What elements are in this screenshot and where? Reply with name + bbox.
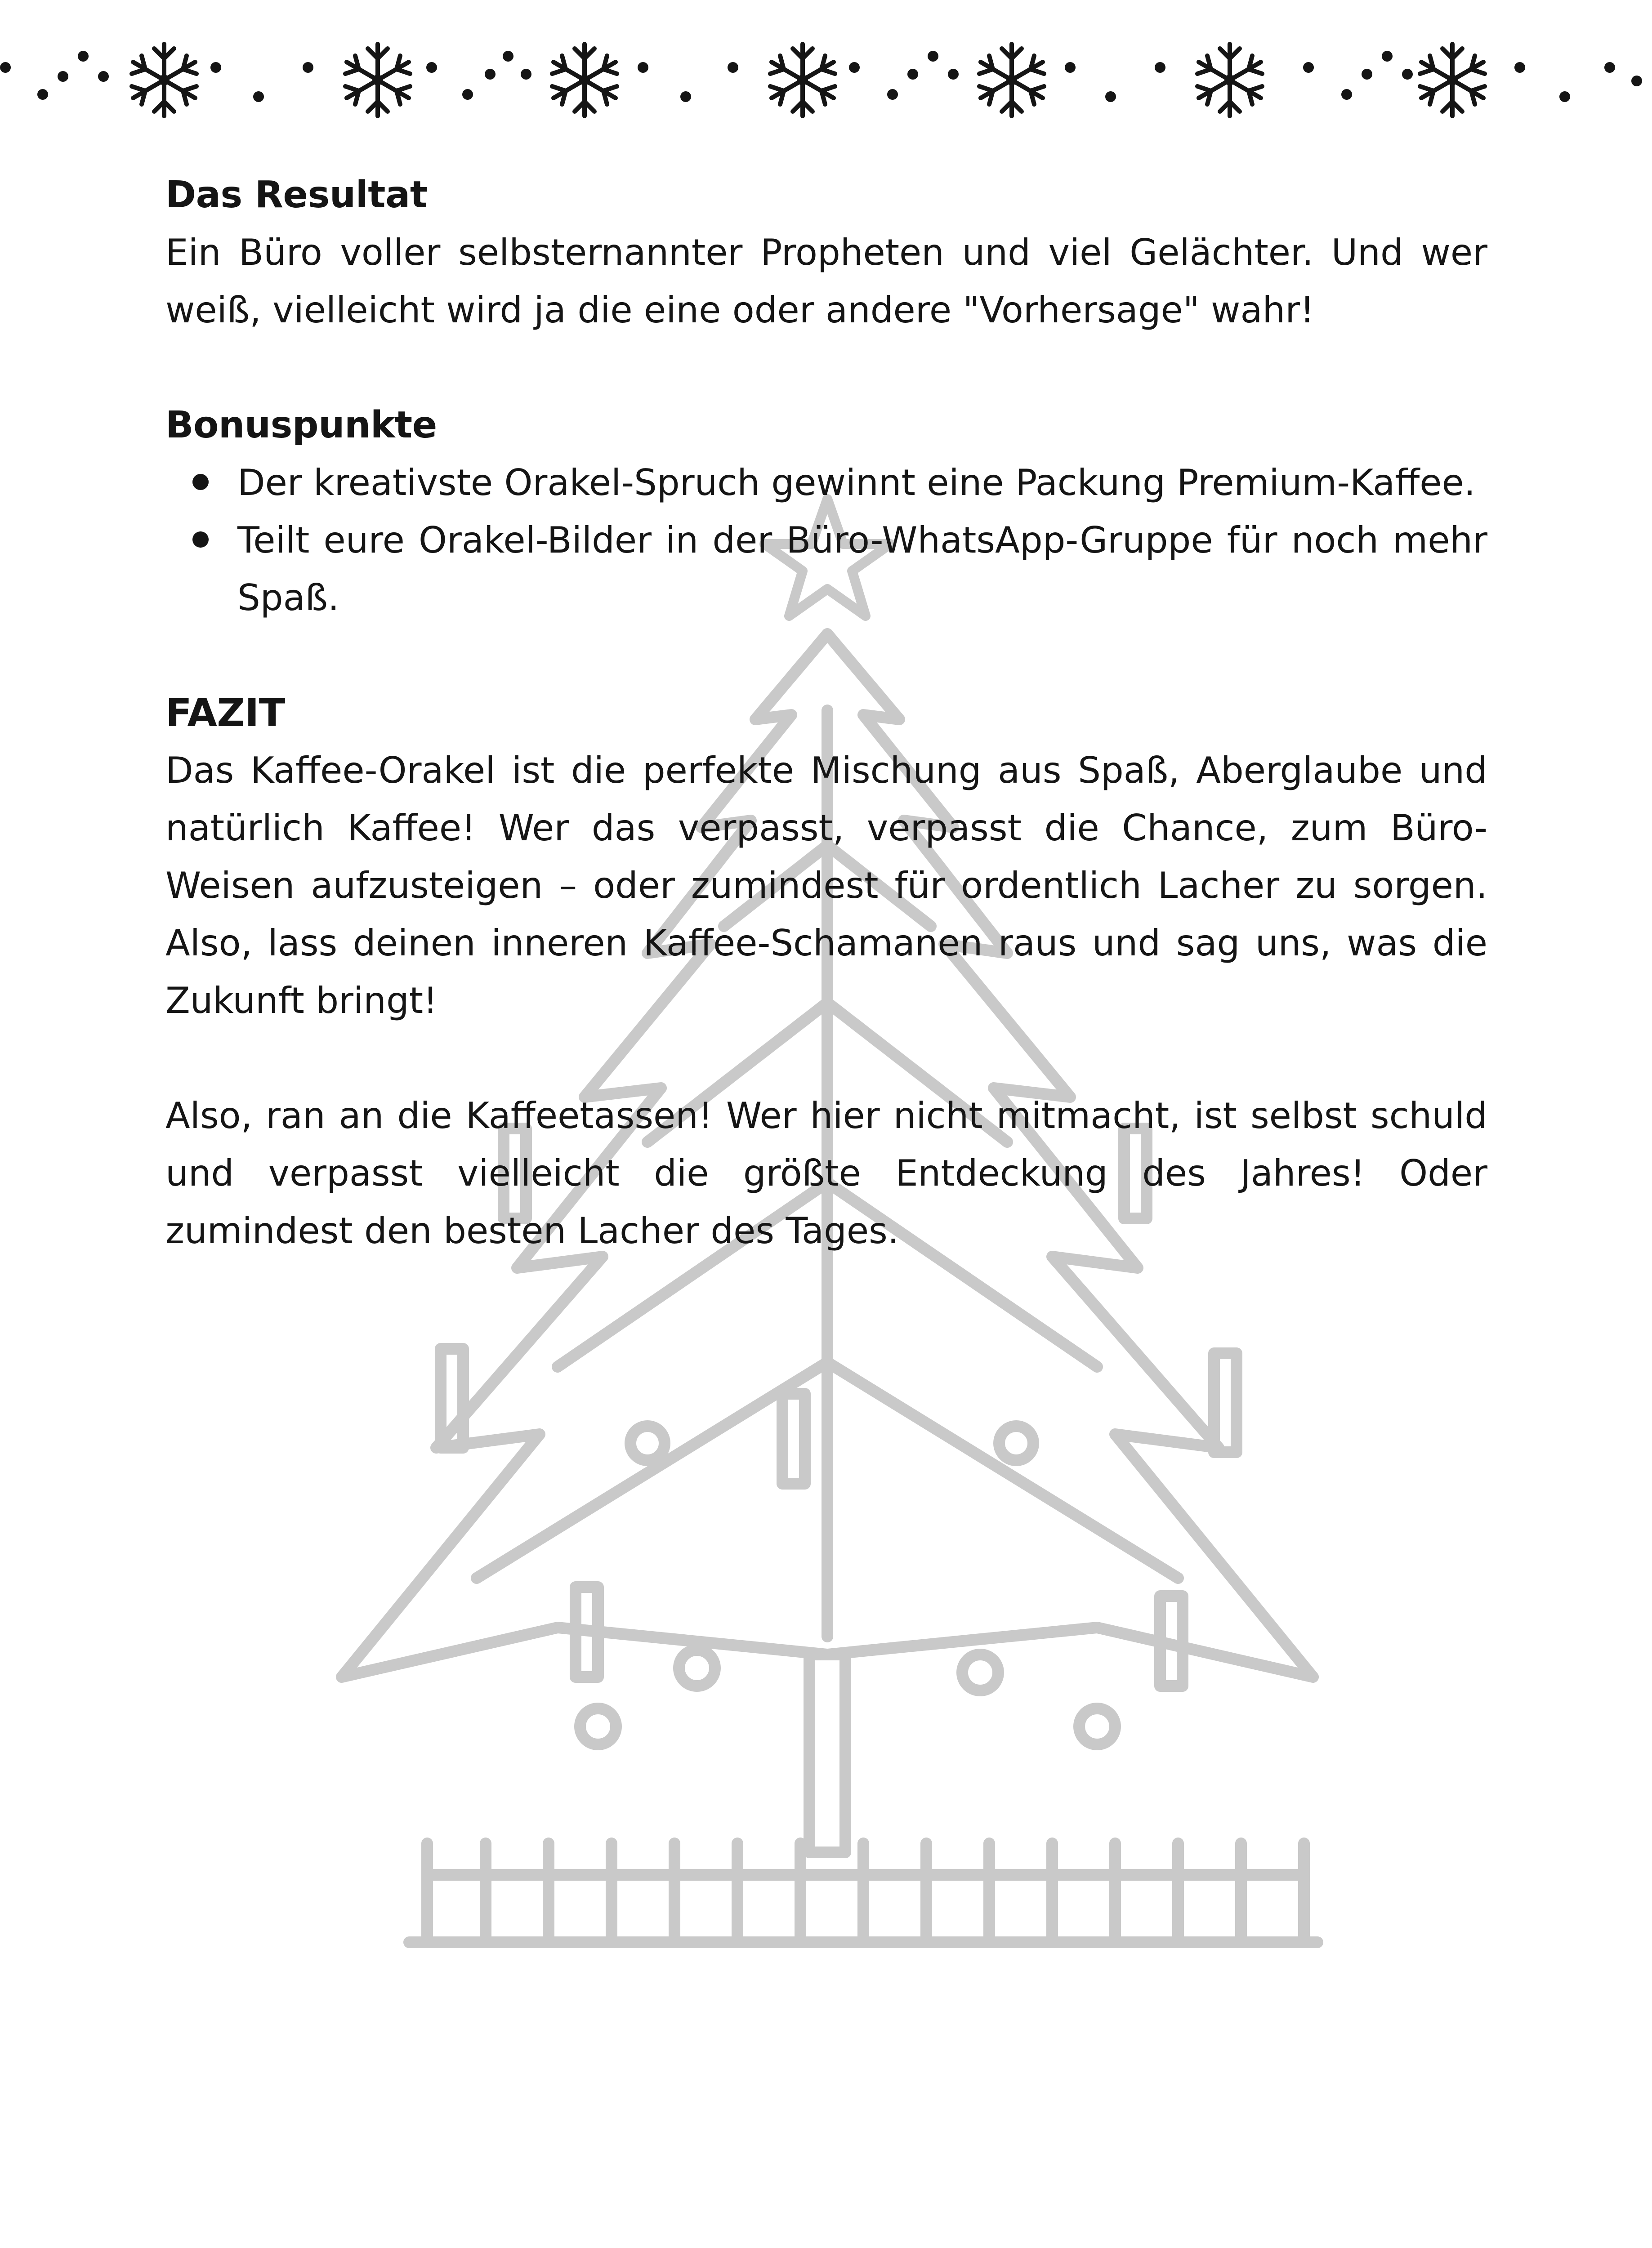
conclusion-text: Das Kaffee-Orakel ist die perfekte Mischung aus Spaß, Aberglaube und natürlich Kaffee! Wer das verpasst, verpasst die Chance, zum Büro-Weisen aufzusteigen – oder zumindest für ordentlich Lacher zu sorgen. Also, lass deinen inneren Kaffee-Schamanen raus und sag uns, was die Zukunft bringt!: [165, 749, 1487, 1021]
bonus-heading: Bonuspunkte: [165, 404, 437, 446]
snowflake-icon: [132, 44, 1485, 116]
bonus-item-text: Der kreativste Orakel-Spruch gewinnt eine Packung Premium-Kaffee.: [237, 462, 1476, 504]
list-item: [237, 512, 1487, 627]
result-heading: Das Resultat: [165, 174, 428, 216]
result-text: Ein Büro voller selbsternannter Propheten und viel Gelächter. Und wer weiß, vielleicht wird ja die eine oder andere "Vorhersage" wahr!: [165, 232, 1487, 331]
bullet-icon: [192, 531, 209, 548]
document-body: [165, 166, 1487, 1260]
closing-text: Also, ran an die Kaffeetassen! Wer hier nicht mitmacht, ist selbst schuld und verpasst vielleicht die größte Entdeckung des Jahres! Oder zumindest den besten Lacher des Tages.: [165, 1095, 1487, 1252]
conclusion-heading: FAZIT: [165, 691, 285, 736]
bullet-icon: [192, 474, 209, 490]
list-item: [237, 454, 1487, 512]
snowflake-garland-border: [0, 0, 1652, 144]
bonus-list: [165, 454, 1487, 627]
bonus-item-text: Teilt eure Orakel-Bilder in der Büro-WhatsApp-Gruppe für noch mehr Spaß.: [237, 519, 1487, 619]
